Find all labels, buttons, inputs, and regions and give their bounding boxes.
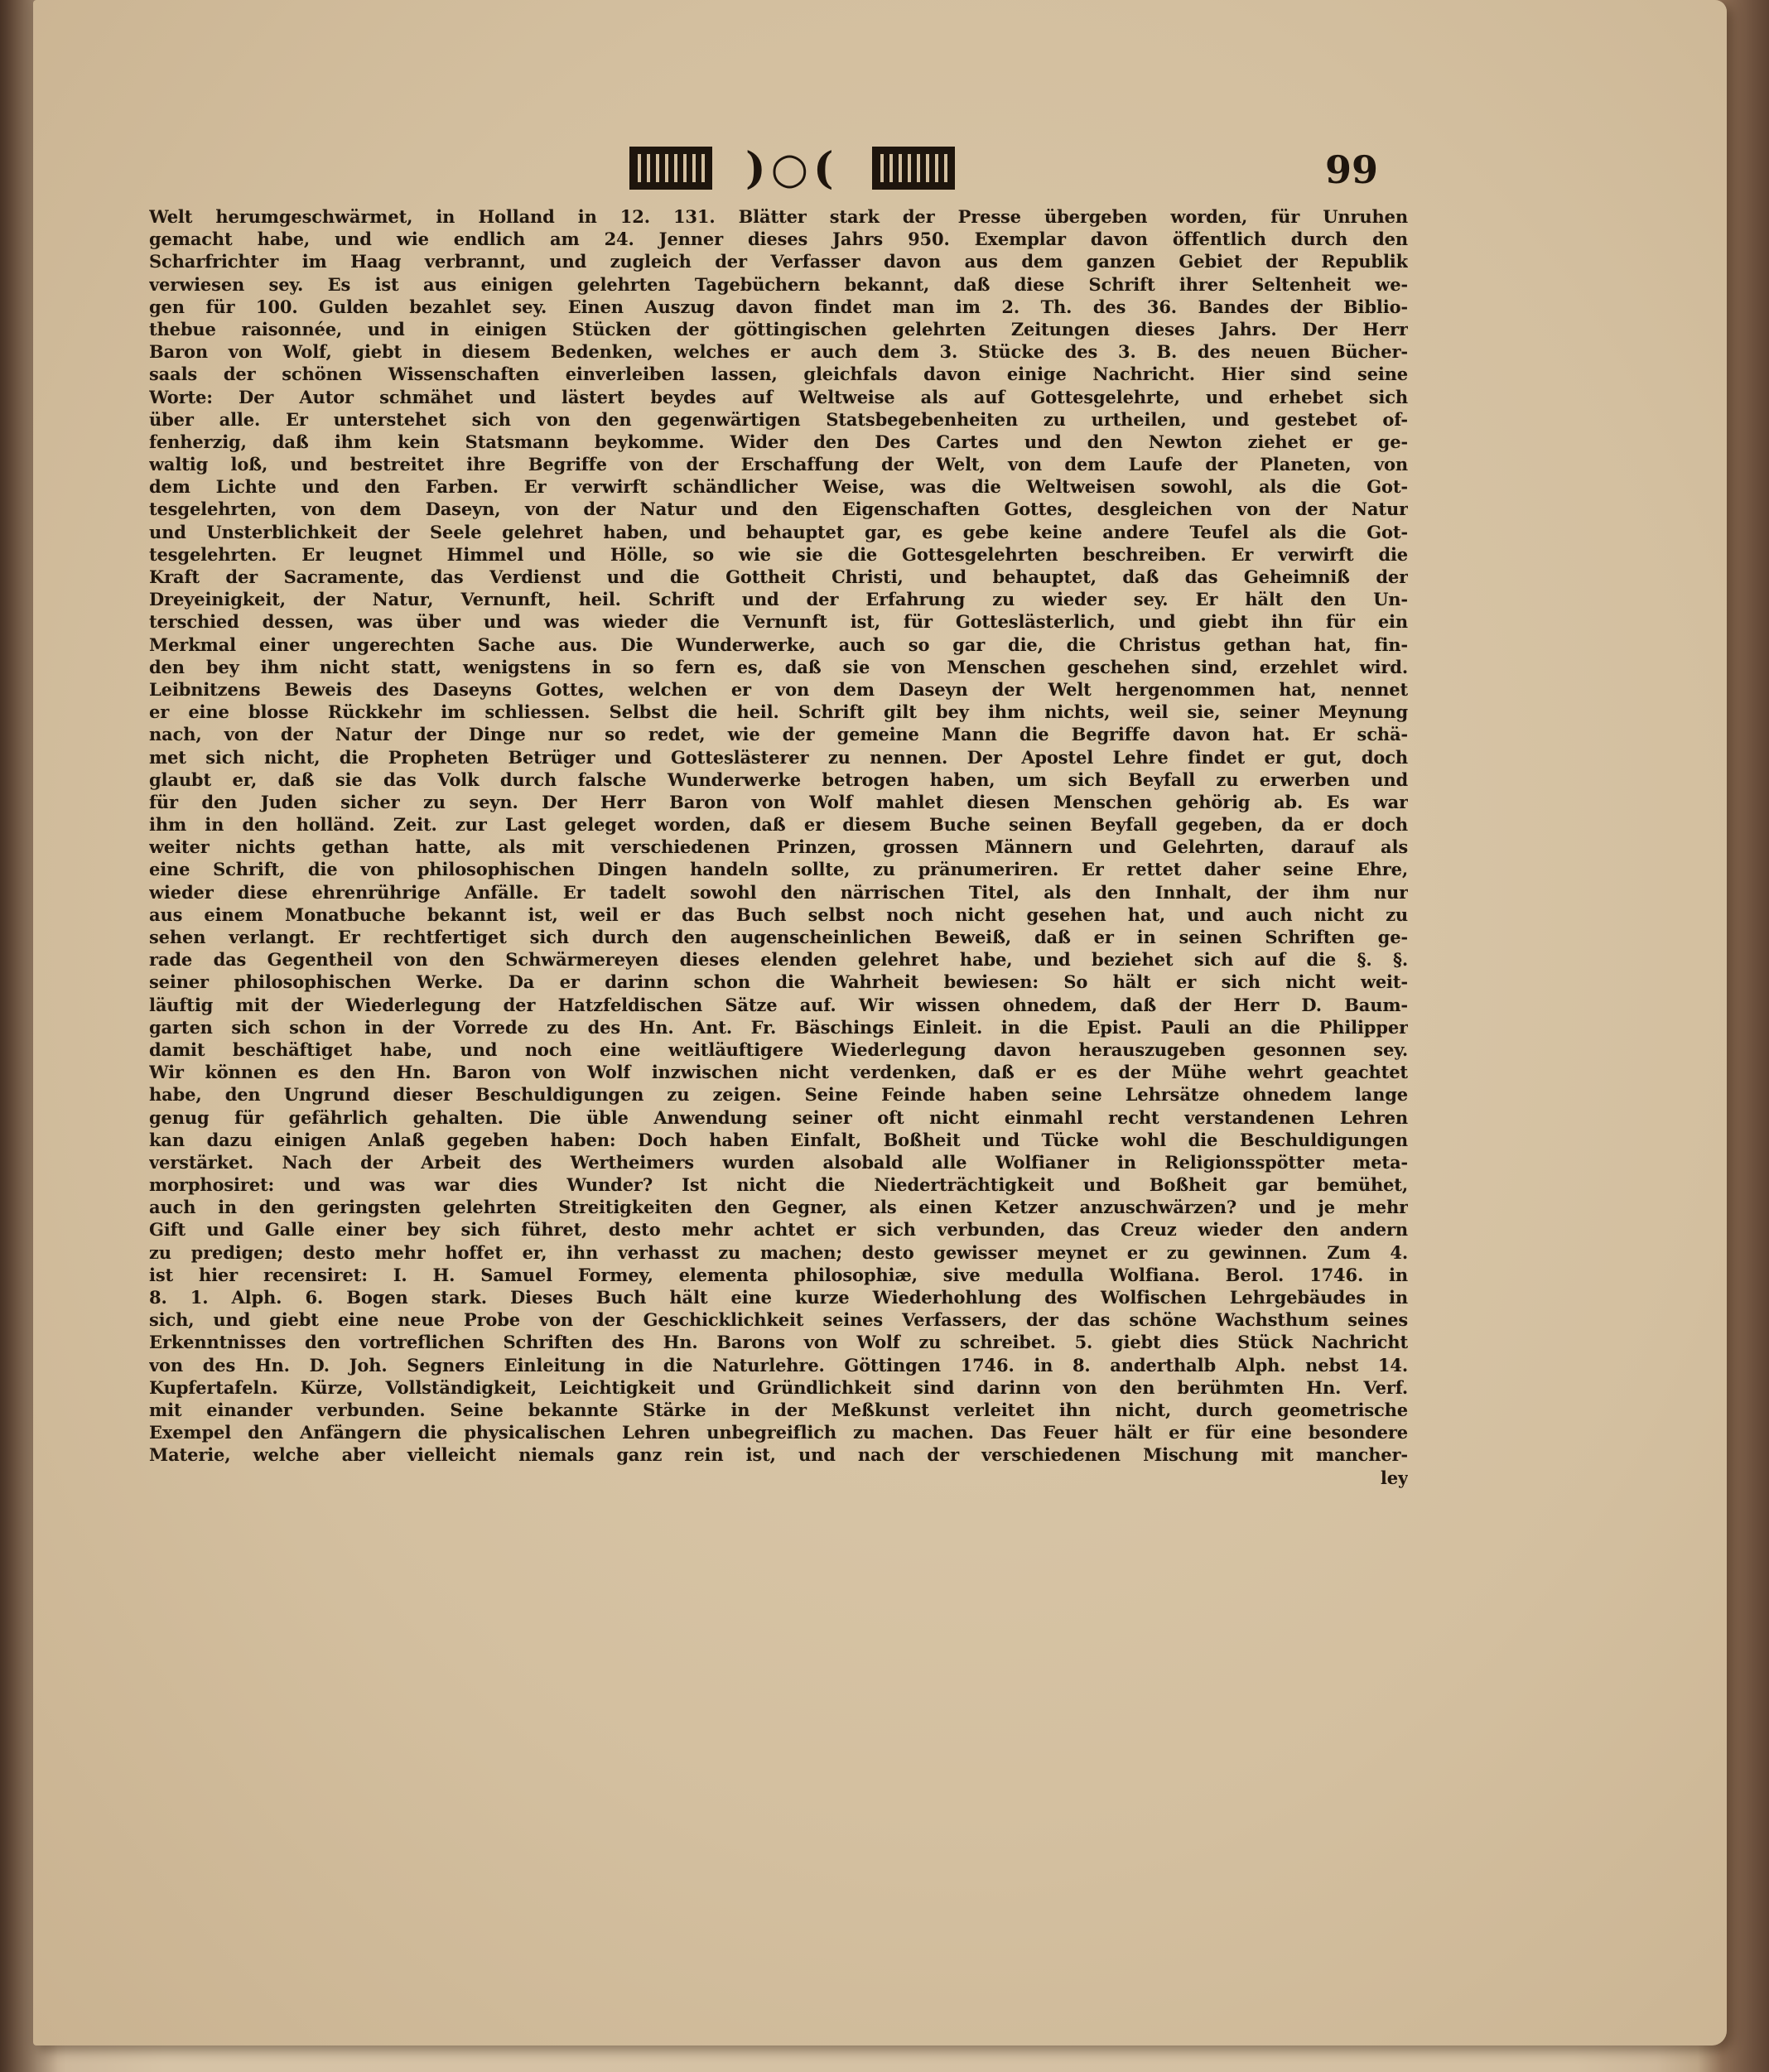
text-line: Scharfrichter im Haag verbrannt, und zugleich der Verfasser davon aus dem ganzen Gebiet der Republik — [149, 251, 1408, 272]
text-line: zu predigen; desto mehr hoffet er, ihn verhasst zu machen; desto gewisser meynet er zu gewinnen. Zum 4. — [149, 1241, 1408, 1263]
text-line: nach, von der Natur der Dinge nur so redet, wie der gemeine Mann die Begriffe davon hat. Er schä- — [149, 724, 1408, 745]
page-number: 99 — [1325, 147, 1379, 192]
text-line: den bey ihm nicht statt, wenigstens in so fern es, daß sie von Menschen geschehen sind, erzehlet wird. — [149, 656, 1408, 677]
text-line: Exempel den Anfängern die physicalischen Lehren unbegreiflich zu machen. Das Feuer hält er für eine besondere — [149, 1422, 1408, 1443]
text-line: auch in den geringsten gelehrten Streitigkeiten den Gegner, als einen Ketzer anzuschwärzen? und je mehr — [149, 1197, 1408, 1218]
text-line: ley — [1380, 1467, 1408, 1488]
header-separator: )○( — [745, 142, 839, 194]
text-line: garten sich schon in der Vorrede zu des Hn. Ant. Fr. Bäschings Einleit. in die Epist. Pauli an die Philipper — [149, 1016, 1408, 1038]
text-line: met sich nicht, die Propheten Betrüger und Gotteslästerer zu nennen. Der Apostel Lehre findet er gut, doch — [149, 746, 1408, 768]
text-line: eine Schrift, die von philosophischen Dingen handeln sollte, zu pränumeriren. Er rettet daher seine Ehre, — [149, 859, 1408, 880]
text-line: saals der schönen Wissenschaften einverleiben lassen, gleichfals davon einige Nachricht. Hier sind seine — [149, 364, 1408, 385]
text-line: Dreyeinigkeit, der Natur, Vernunft, heil. Schrift und der Erfahrung zu wieder sey. Er hält den Un- — [149, 589, 1408, 610]
text-line: morphosiret: und was war dies Wunder? Ist nicht die Niederträchtigkeit und Boßheit gar bemühet, — [149, 1174, 1408, 1196]
text-line: Baron von Wolf, giebt in diesem Bedenken, welches er auch dem 3. Stücke des 3. B. des neuen Bücher- — [149, 341, 1408, 363]
text-line: läuftig mit der Wiederlegung der Hatzfeldischen Sätze auf. Wir wissen ohnedem, daß der Herr D. Baum- — [149, 994, 1408, 1015]
right-ornament-icon — [872, 147, 955, 190]
text-line: seiner philosophischen Werke. Da er darinn schon die Wahrheit bewiesen: So hält er sich nicht weit- — [149, 971, 1408, 993]
left-ornament-icon — [629, 147, 712, 190]
text-line: über alle. Er unterstehet sich von den gegenwärtigen Statsbegebenheiten zu urtheilen, und gestebet of- — [149, 408, 1408, 430]
page-header — [629, 139, 1424, 197]
text-line: Merkmal einer ungerechten Sache aus. Die Wunderwerke, auch so gar die, die Christus gethan hat, fin- — [149, 634, 1408, 655]
text-line: 8. 1. Alph. 6. Bogen stark. Dieses Buch hält eine kurze Wiederhohlung des Wolfischen Lehrgebäudes in — [149, 1287, 1408, 1308]
text-line: Kupfertafeln. Kürze, Vollständigkeit, Leichtigkeit und Gründlichkeit sind darinn von den berühmten Hn. Verf. — [149, 1376, 1408, 1398]
text-line: ist hier recensiret: I. H. Samuel Formey, elementa philosophiæ, sive medulla Wolfiana. Berol. 1746. in — [149, 1264, 1408, 1285]
text-line: wieder diese ehrenrührige Anfälle. Er tadelt sowohl den närrischen Titel, als den Innhalt, der ihm nur — [149, 881, 1408, 903]
text-line: damit beschäftiget habe, und noch eine weitläuftigere Wiederlegung davon herauszugeben gesonnen sey. — [149, 1038, 1408, 1060]
text-line: waltig loß, und bestreitet ihre Begriffe von der Erschaffung der Welt, von dem Laufe der Planeten, von — [149, 454, 1408, 475]
text-line: terschied dessen, was über und was wieder die Vernunft ist, für Gotteslästerlich, und giebt ihn für ein — [149, 611, 1408, 633]
text-line: gen für 100. Gulden bezahlet sey. Einen Auszug davon findet man im 2. Th. des 36. Bandes der Biblio- — [149, 296, 1408, 317]
text-line: von des Hn. D. Joh. Segners Einleitung in die Naturlehre. Göttingen 1746. in 8. anderthalb Alph. nebst 14. — [149, 1354, 1408, 1376]
text-line: Leibnitzens Beweis des Daseyns Gottes, welchen er von dem Daseyn der Welt hergenommen hat, nennet — [149, 678, 1408, 700]
text-line: mit einander verbunden. Seine bekannte Stärke in der Meßkunst verleitet ihn nicht, durch geometrische — [149, 1399, 1408, 1420]
text-line: für den Juden sicher zu seyn. Der Herr Baron von Wolf mahlet diesen Menschen gehörig ab. Es war — [149, 791, 1408, 812]
text-line: tesgelehrten, von dem Daseyn, von der Natur und den Eigenschaften Gottes, desgleichen von der Natur — [149, 499, 1408, 520]
text-line: habe, den Ungrund dieser Beschuldigungen zu zeigen. Seine Feinde haben seine Lehrsätze ohnedem lange — [149, 1084, 1408, 1106]
text-line: verwiesen sey. Es ist aus einigen gelehrten Tagebüchern bekannt, daß diese Schrift ihrer Seltenheit we- — [149, 273, 1408, 295]
text-line: tesgelehrten. Er leugnet Himmel und Hölle, so wie sie die Gottesgelehrten beschreiben. Er verwirft die — [149, 543, 1408, 565]
text-line: verstärket. Nach der Arbeit des Wertheimers wurden alsobald alle Wolfianer in Religionsspötter meta- — [149, 1151, 1408, 1173]
text-line: sich, und giebt eine neue Probe von der Geschicklichkeit seines Verfassers, der das schöne Wachsthum seines — [149, 1309, 1408, 1331]
text-line: kan dazu einigen Anlaß gegeben haben: Doch haben Einfalt, Boßheit und Tücke wohl die Beschuldigungen — [149, 1129, 1408, 1150]
text-line: Wir können es den Hn. Baron von Wolf inzwischen nicht verdenken, daß er es der Mühe wehrt geachtet — [149, 1062, 1408, 1083]
text-line: Erkenntnisses den vortreflichen Schriften des Hn. Barons von Wolf zu schreibet. 5. giebt dies Stück Nachricht — [149, 1332, 1408, 1353]
text-line: er eine blosse Rückkehr im schliessen. Selbst die heil. Schrift gilt bey ihm nichts, weil sie, seiner Meynung — [149, 701, 1408, 723]
text-line: Materie, welche aber vielleicht niemals ganz rein ist, und nach der verschiedenen Mischung mit mancher- — [149, 1444, 1408, 1466]
text-line: Gift und Galle einer bey sich führet, desto mehr achtet er sich verbunden, das Creuz wieder den andern — [149, 1219, 1408, 1241]
text-line: gemacht habe, und wie endlich am 24. Jenner dieses Jahrs 950. Exemplar davon öffentlich durch den — [149, 229, 1408, 250]
text-line: Kraft der Sacramente, das Verdienst und die Gottheit Christi, und behauptet, daß das Geheimniß der — [149, 566, 1408, 587]
text-line: genug für gefährlich gehalten. Die üble Anwendung seiner oft nicht einmahl recht verstandenen Lehren — [149, 1106, 1408, 1128]
text-line: sehen verlangt. Er rechtfertiget sich durch den augenscheinlichen Beweiß, daß er in seinen Schriften ge- — [149, 927, 1408, 947]
text-line: fenherzig, daß ihm kein Statsmann beykomme. Wider den Des Cartes und den Newton ziehet er ge- — [149, 431, 1408, 452]
text-line: thebue raisonnée, und in einigen Stücken der göttingischen gelehrten Zeitungen dieses Jahrs. Der Herr — [149, 318, 1408, 340]
text-line: aus einem Monatbuche bekannt ist, weil er das Buch selbst noch nicht gesehen hat, und auch nicht zu — [149, 903, 1408, 925]
body-text — [149, 205, 1408, 1489]
text-line: Worte: Der Autor schmähet und lästert beydes auf Weltweise als auf Gottesgelehrte, und erhebet sich — [149, 386, 1408, 407]
text-line: dem Lichte und den Farben. Er verwirft schändlicher Weise, was die Weltweisen sowohl, als die Got- — [149, 476, 1408, 498]
text-line: und Unsterblichkeit der Seele gelehret haben, und behauptet gar, es gebe keine andere Teufel als die Got- — [149, 521, 1408, 542]
text-line: rade das Gegentheil von den Schwärmereyen dieses elenden gelehret habe, und beziehet sich auf die §. §. — [149, 949, 1408, 971]
book-page — [33, 0, 1727, 2045]
text-line: ihm in den holländ. Zeit. zur Last geleget worden, daß er diesem Buche seinen Beyfall gegeben, da er doch — [149, 814, 1408, 836]
text-line: weiter nichts gethan hatte, als mit verschiedenen Prinzen, grossen Männern und Gelehrten, darauf als — [149, 836, 1408, 858]
text-line: Welt herumgeschwärmet, in Holland in 12. 131. Blätter stark der Presse übergeben worden, für Unruhen — [149, 206, 1408, 227]
text-line: glaubt er, daß sie das Volk durch falsche Wunderwerke betrogen haben, um sich Beyfall zu erwerben und — [149, 769, 1408, 790]
